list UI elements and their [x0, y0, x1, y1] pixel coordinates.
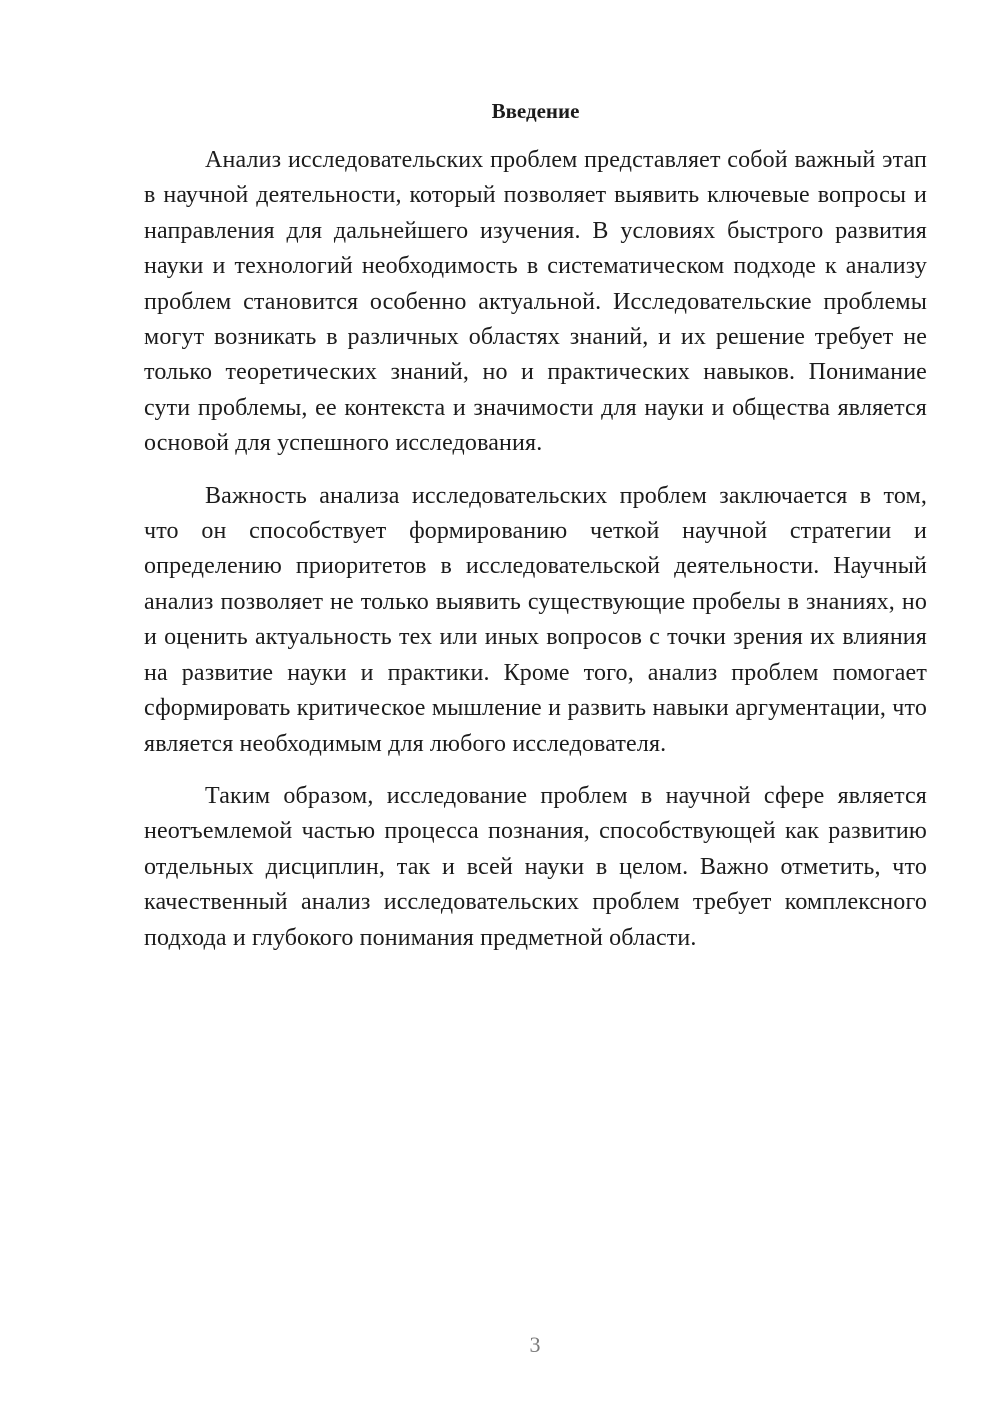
paragraph-2: Важность анализа исследовательских проблем заключается в том, что он способствует формированию четкой научной стратегии и определению приоритетов в исследовательской деятельности. Научный анализ позволяет не только выявить существующие пробелы в знаниях, но и оценить актуальность тех или иных вопросов с точки зрения их влияния на развитие науки и практики. Кроме того, анализ проблем помогает сформировать критическое мышление и развить навыки аргументации, что является необходимым для любого исследователя. [144, 482, 927, 757]
section-title: Введение [491, 99, 580, 123]
page-number: 3 [529, 1332, 541, 1357]
paragraph-3: Таким образом, исследование проблем в научной сфере является неотъемлемой частью процесса познания, способствующей как развитию отдельных дисциплин, так и всей науки в целом. Важно отметить, что качественный анализ исследовательских проблем требует комплексного подхода и глубокого понимания предметной области. [144, 782, 927, 951]
paragraph-1: Анализ исследовательских проблем представляет собой важный этап в научной деятельности, который позволяет выявить ключевые вопросы и направления для дальнейшего изучения. В условиях быстрого развития науки и технологий необходимость в систематическом подходе к анализу проблем становится особенно актуальной. Исследовательские проблемы могут возникать в различных областях знаний, и их решение требует не только теоретических знаний, но и практических навыков. Понимание сути проблемы, ее контекста и значимости для науки и общества является основой для успешного исследования. [144, 147, 927, 457]
page-content [144, 97, 927, 956]
